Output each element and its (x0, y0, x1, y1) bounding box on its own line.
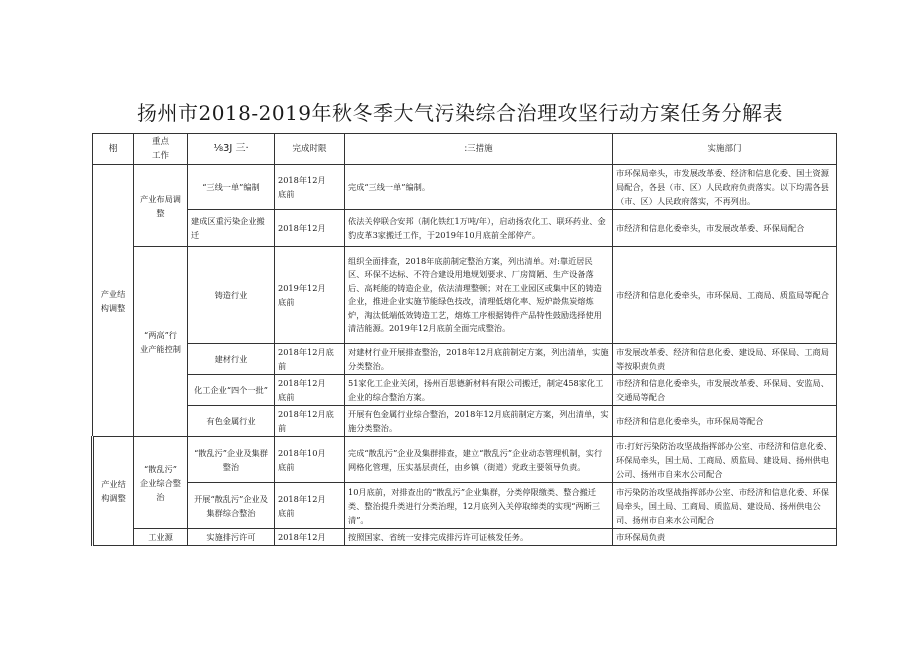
dept-cell: 市环保局负责 (613, 529, 837, 546)
task-cell: 建材行业 (188, 344, 275, 375)
header-col1: 栩 (93, 134, 134, 165)
group-label: 产业结 构调整 (93, 165, 134, 437)
deadline-cell: 2018年12月 (275, 529, 345, 546)
header-col5: :三措施 (345, 134, 613, 165)
dept-cell: 市经济和信息化委牵头，市发展改革委、环保局配合 (613, 210, 837, 247)
table-row (93, 375, 837, 406)
group-label: “两高”行 业产能控制 (134, 247, 188, 437)
page-title: 扬州市2018-2019年秋冬季大气污染综合治理攻坚行动方案任务分解表 (136, 101, 784, 125)
table-row (93, 247, 837, 344)
group-label: 产业布局调 整 (134, 165, 188, 247)
measure-cell: 组织全面排查，2018年底前制定整治方案，列出清单。对:靠近居民区、环保不达标、不符合建设用地规划要求、厂房简陋、生产设备落后、高耗能的铸造企业，依法清理整顿；对在工业园区或集中区的铸造企业，推进企业实施节能绿色技改，清理低熔化率、短炉龄焦炭熔炼炉，淘汰低端低效铸造工艺，熔炼工序根据铸件产品特性鼓励选择使用清洁能源。2019年12月底前全面完成整治。 (345, 247, 613, 344)
deadline-cell: 2019年12月 底前 (275, 247, 345, 344)
deadline-cell: 2018年12月 底前 (275, 165, 345, 210)
measure-cell: 开展有色金属行业综合整治，2018年12月底前制定方案，列出清单，实施分类整治。 (345, 406, 613, 437)
task-cell: 开展“散乱污”企业及集群综合整治 (188, 483, 275, 529)
measure-cell: 完成“散乱污”企业及集群排查，建立“散乱污”企业动态管理机制，实行网格化管理，压实基层责任，由乡镇（街道）党政主要领导负责。 (345, 437, 613, 483)
table-row (93, 529, 837, 546)
task-cell: 有色金属行业 (188, 406, 275, 437)
task-cell: 实施排污许可 (188, 529, 275, 546)
measure-cell: 51家化工企业关闭，扬州百思德新材料有限公司搬迁，制定458家化工企业的综合整治方案。 (345, 375, 613, 406)
task-table (91, 133, 837, 546)
task-cell: 建成区重污染企业搬迁 (188, 210, 275, 247)
dept-cell: 市经济和信息化委牵头，市发展改革委、环保局、安监局、交通局等配合 (613, 375, 837, 406)
dept-cell: 市经济和信息化委牵头，市环保局、工商局、质监局等配合 (613, 247, 837, 344)
table-row (93, 406, 837, 437)
measure-cell: 10月底前，对排查出的“散乱污”企业集群，分类停限缴类、整合搬迁类、整治提升类进行分类治理，12月底列入关停取缔类的实现“两断三清”。 (345, 483, 613, 529)
header-col2: 重点 工作 (134, 134, 188, 165)
deadline-cell: 2018年12月底 前 (275, 344, 345, 375)
dept-cell: 市:打好污染防治攻坚战指挥部办公室、市经济和信息化委、环保局牵头，国土局、工商局、质监局、建设局、扬州供电公司、扬州市自来水公司配合 (613, 437, 837, 483)
header-col6: 实施部门 (613, 134, 837, 165)
measure-cell: 依法关停联合安邦（制化铁红1万吨/年），启动扬农化工、联环药业、金豹皮革3家搬迁工作，于2019年10月底前全部停产。 (345, 210, 613, 247)
header-col4: 完成时限 (275, 134, 345, 165)
task-cell: “散乱污”企业及集群整治 (188, 437, 275, 483)
table-row (93, 165, 837, 210)
deadline-cell: 2018年12月底 前 (275, 406, 345, 437)
header-col3: ⅛3J 三· (188, 134, 275, 165)
group-label: 产业结 构调整 (93, 437, 134, 546)
table-row (93, 344, 837, 375)
deadline-cell: 2018年12月 底前 (275, 375, 345, 406)
deadline-cell: 2018年10月 底前 (275, 437, 345, 483)
task-cell: 化工企业“四个一批” (188, 375, 275, 406)
dept-cell: 市环保局牵头，市发展改革委、经济和信息化委、国土资源局配合，各县（市、区）人民政府负责落实。以下均需各县（市、区）人民政府落实，不再列出。 (613, 165, 837, 210)
deadline-cell: 2018年12月 (275, 210, 345, 247)
group-label: “散乱污” 企业综合整 治 (134, 437, 188, 529)
deadline-cell: 2018年12月 底前 (275, 483, 345, 529)
dept-cell: 市发展改革委、经济和信息化委、建设局、环保局、工商局等按职责负责 (613, 344, 837, 375)
table-row (93, 210, 837, 247)
table-row (93, 483, 837, 529)
measure-cell: 完成“三线一单”编制。 (345, 165, 613, 210)
dept-cell: 市污染防治攻坚战指挥部办公室、市经济和信息化委、环保局牵头，国土局、工商局、质监局、建设局、扬州供电公司、扬州市自来水公司配合 (613, 483, 837, 529)
measure-cell: 对建材行业开展排查整治，2018年12月底前制定方案，列出清单，实施分类整治。 (345, 344, 613, 375)
task-cell: “三线一单”编制 (188, 165, 275, 210)
table-row (93, 437, 837, 483)
group-label: 工业源 (134, 529, 188, 546)
measure-cell: 按照国家、省统一安排完成排污许可证核发任务。 (345, 529, 613, 546)
table-header-row (93, 134, 837, 165)
task-cell: 铸造行业 (188, 247, 275, 344)
dept-cell: 市经济和信息化委牵头，市环保局等配合 (613, 406, 837, 437)
